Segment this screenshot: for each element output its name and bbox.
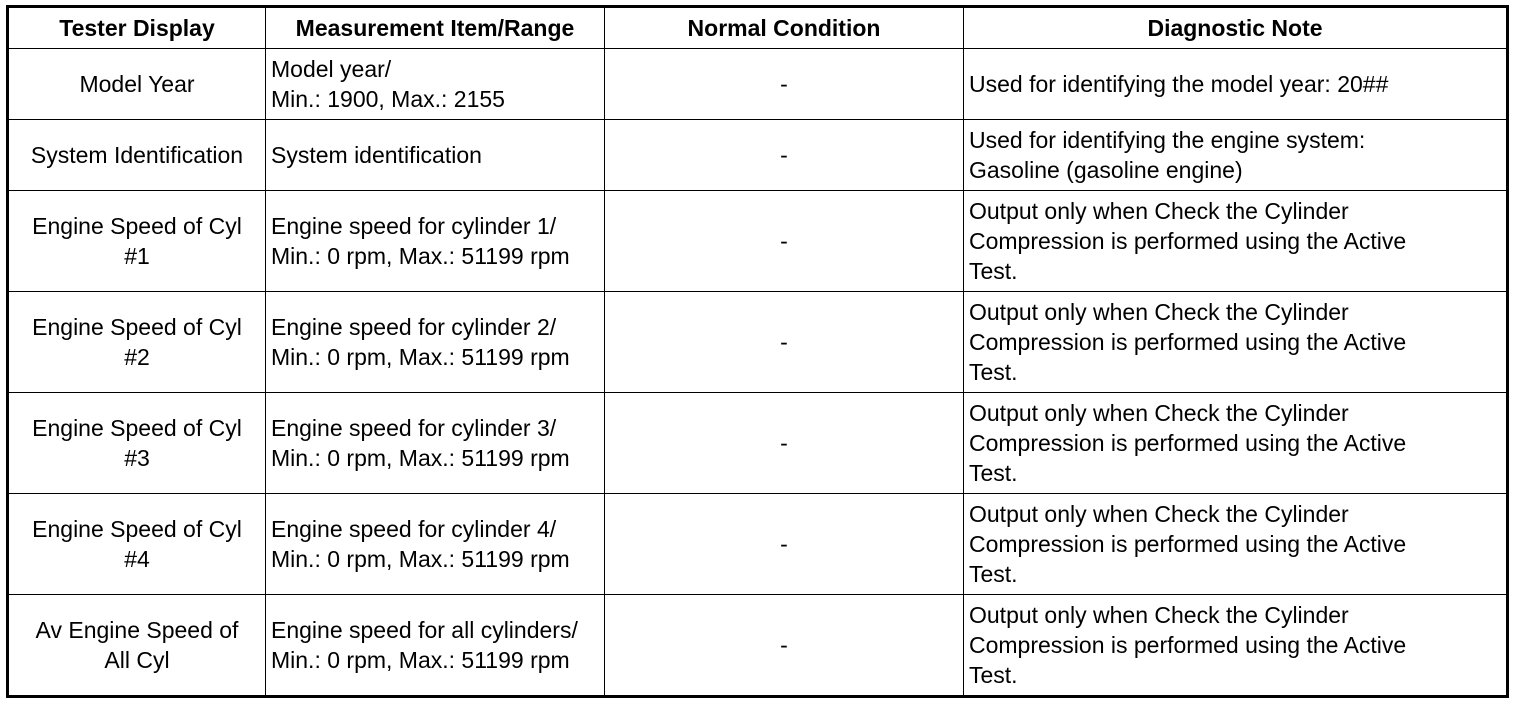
- cell-diagnostic-note: [964, 191, 1508, 292]
- cell-tester-display-line: Engine Speed of Cyl: [32, 516, 242, 542]
- cell-measurement-item: [266, 494, 605, 595]
- cell-tester-display-line: #4: [124, 546, 150, 572]
- cell-tester-display-line: Model Year: [79, 71, 195, 97]
- cell-diagnostic-note-line: Compression is performed using the Active: [969, 329, 1407, 355]
- table-row: [8, 494, 1508, 595]
- cell-normal-condition: -: [605, 120, 964, 191]
- cell-normal-condition: -: [605, 191, 964, 292]
- cell-measurement-item-line: System identification: [271, 142, 482, 168]
- header-tester-display: Tester Display: [8, 7, 266, 49]
- cell-measurement-item-line: Min.: 0 rpm, Max.: 51199 rpm: [271, 445, 570, 471]
- cell-measurement-item: [266, 120, 605, 191]
- cell-tester-display: [8, 120, 266, 191]
- cell-diagnostic-note-line: Test.: [969, 359, 1018, 385]
- cell-diagnostic-note-line: Used for identifying the engine system:: [969, 127, 1366, 153]
- cell-diagnostic-note-line: Gasoline (gasoline engine): [969, 157, 1243, 183]
- table-row: [8, 191, 1508, 292]
- cell-tester-display-line: #1: [124, 243, 150, 269]
- cell-diagnostic-note: [964, 292, 1508, 393]
- cell-diagnostic-note: [964, 120, 1508, 191]
- table-row: [8, 120, 1508, 191]
- cell-tester-display-line: Engine Speed of Cyl: [32, 314, 242, 340]
- cell-diagnostic-note-line: Test.: [969, 460, 1018, 486]
- header-measurement-item: Measurement Item/Range: [266, 7, 605, 49]
- cell-tester-display-line: #2: [124, 344, 150, 370]
- cell-tester-display-line: Av Engine Speed of: [35, 617, 239, 643]
- cell-measurement-item-line: Engine speed for cylinder 1/: [271, 213, 557, 239]
- cell-tester-display: [8, 494, 266, 595]
- cell-tester-display: [8, 49, 266, 120]
- cell-diagnostic-note-line: Test.: [969, 561, 1018, 587]
- cell-normal-condition: -: [605, 292, 964, 393]
- data-list-table: [6, 5, 1509, 698]
- cell-measurement-item-line: Engine speed for cylinder 2/: [271, 314, 557, 340]
- cell-diagnostic-note-line: Test.: [969, 662, 1018, 688]
- table-row: [8, 49, 1508, 120]
- header-row: [8, 7, 1508, 49]
- cell-measurement-item: [266, 49, 605, 120]
- header-diagnostic-note: Diagnostic Note: [964, 7, 1508, 49]
- cell-measurement-item: [266, 595, 605, 697]
- table-row: [8, 595, 1508, 697]
- table-header: [8, 7, 1508, 49]
- data-list-table-container: [6, 5, 1506, 698]
- table-row: [8, 393, 1508, 494]
- cell-diagnostic-note: [964, 595, 1508, 697]
- cell-tester-display-line: All Cyl: [104, 647, 170, 673]
- header-normal-condition: Normal Condition: [605, 7, 964, 49]
- cell-diagnostic-note-line: Compression is performed using the Active: [969, 228, 1407, 254]
- cell-tester-display: [8, 191, 266, 292]
- cell-diagnostic-note-line: Used for identifying the model year: 20##: [969, 71, 1389, 97]
- cell-measurement-item: [266, 292, 605, 393]
- cell-diagnostic-note-line: Compression is performed using the Active: [969, 632, 1407, 658]
- cell-measurement-item-line: Min.: 0 rpm, Max.: 51199 rpm: [271, 546, 570, 572]
- cell-normal-condition: -: [605, 49, 964, 120]
- cell-tester-display-line: Engine Speed of Cyl: [32, 213, 242, 239]
- cell-tester-display-line: #3: [124, 445, 150, 471]
- cell-diagnostic-note-line: Compression is performed using the Active: [969, 531, 1407, 557]
- cell-diagnostic-note-line: Output only when Check the Cylinder: [969, 400, 1349, 426]
- cell-measurement-item-line: Min.: 0 rpm, Max.: 51199 rpm: [271, 243, 570, 269]
- cell-tester-display: [8, 292, 266, 393]
- cell-measurement-item: [266, 191, 605, 292]
- cell-normal-condition: -: [605, 595, 964, 697]
- cell-measurement-item-line: Min.: 0 rpm, Max.: 51199 rpm: [271, 344, 570, 370]
- cell-diagnostic-note-line: Output only when Check the Cylinder: [969, 299, 1349, 325]
- cell-normal-condition: -: [605, 393, 964, 494]
- cell-measurement-item-line: Model year/: [271, 56, 392, 82]
- cell-measurement-item-line: Engine speed for cylinder 4/: [271, 516, 557, 542]
- cell-tester-display: [8, 393, 266, 494]
- cell-measurement-item: [266, 393, 605, 494]
- cell-measurement-item-line: Min.: 1900, Max.: 2155: [271, 86, 505, 112]
- cell-measurement-item-line: Min.: 0 rpm, Max.: 51199 rpm: [271, 647, 570, 673]
- cell-normal-condition: -: [605, 494, 964, 595]
- cell-diagnostic-note: [964, 393, 1508, 494]
- table-row: [8, 292, 1508, 393]
- cell-diagnostic-note-line: Output only when Check the Cylinder: [969, 501, 1349, 527]
- cell-diagnostic-note-line: Compression is performed using the Active: [969, 430, 1407, 456]
- cell-diagnostic-note-line: Output only when Check the Cylinder: [969, 602, 1349, 628]
- cell-diagnostic-note-line: Output only when Check the Cylinder: [969, 198, 1349, 224]
- cell-tester-display-line: Engine Speed of Cyl: [32, 415, 242, 441]
- cell-tester-display-line: System Identification: [30, 142, 244, 168]
- cell-measurement-item-line: Engine speed for cylinder 3/: [271, 415, 557, 441]
- cell-diagnostic-note-line: Test.: [969, 258, 1018, 284]
- cell-diagnostic-note: [964, 494, 1508, 595]
- cell-diagnostic-note: [964, 49, 1508, 120]
- table-body: [8, 49, 1508, 697]
- cell-tester-display: [8, 595, 266, 697]
- cell-measurement-item-line: Engine speed for all cylinders/: [271, 617, 578, 643]
